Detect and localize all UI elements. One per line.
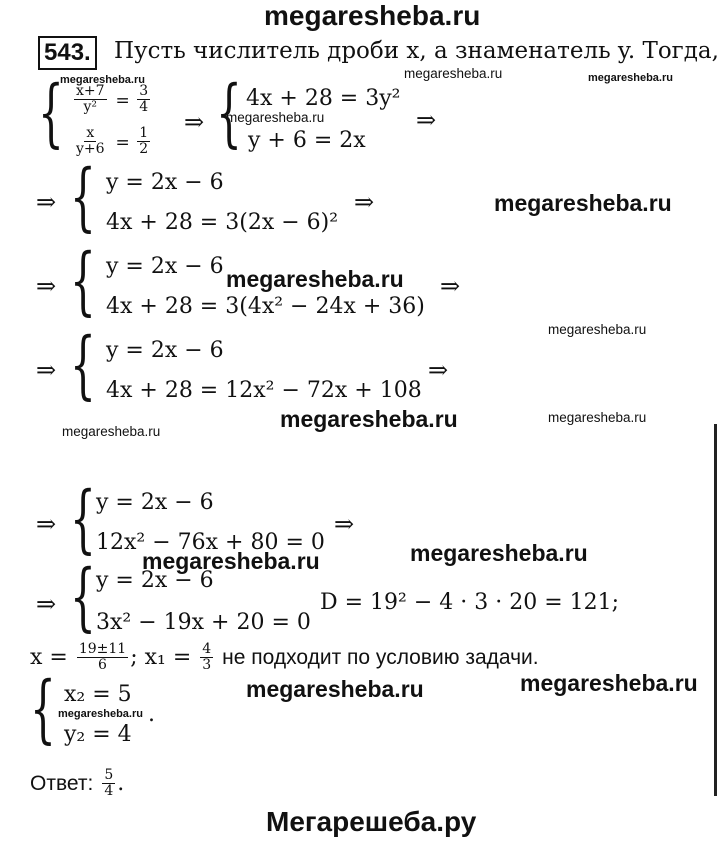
answer: Ответ: $\frac{5}{4}$ . [30, 767, 125, 800]
system6-line1: y = 2x − 6 [96, 490, 214, 515]
system3-line1: y = 2x − 6 [106, 170, 224, 195]
brace: { [70, 476, 96, 562]
system1-line1: $\frac{x+7}{\text{y²}}$ = $\frac{3}{4}$ [76, 83, 149, 116]
watermark-large: megaresheba.ru [246, 676, 424, 702]
system5-line2: 4x + 28 = 12x² − 72x + 108 [106, 378, 422, 403]
system2-line1: 4x + 28 = 3y² [246, 86, 401, 111]
system4-line1: y = 2x − 6 [106, 254, 224, 279]
problem-intro: Пусть числитель дроби x, а знаменатель y. Тогда, [114, 38, 719, 64]
final-y2: y₂ = 4 [64, 722, 132, 747]
watermark-small: megaresheba.ru [58, 708, 143, 720]
system7-line1: y = 2x − 6 [96, 568, 214, 593]
implies-arrow: ⇒ [36, 356, 57, 384]
implies-arrow: ⇒ [354, 188, 375, 216]
scan-edge [714, 424, 717, 796]
watermark-small: megaresheba.ru [404, 66, 503, 81]
watermark-small: megaresheba.ru [548, 322, 647, 337]
system2-line2: y + 6 = 2x [248, 128, 366, 153]
watermark-small: megaresheba.ru [588, 72, 673, 84]
brace: { [70, 238, 96, 324]
implies-arrow: ⇒ [36, 590, 57, 618]
watermark-top: megaresheba.ru [264, 0, 481, 31]
watermark-large: megaresheba.ru [280, 406, 458, 432]
final-x2: x₂ = 5 [64, 682, 132, 707]
brace: { [38, 70, 64, 156]
watermark-large: megaresheba.ru [494, 190, 672, 216]
system1-line2: $\frac{x}{y+6}$ = $\frac{1}{2}$ [76, 125, 149, 158]
implies-arrow: ⇒ [440, 272, 461, 300]
roots-line: x = $\frac{19\pm 11}{6}$ ; x₁ = $\frac{4}{3}$ не подходит по условию задачи. [30, 641, 539, 674]
watermark-small: megaresheba.ru [62, 424, 161, 439]
system7-line2: 3x² − 19x + 20 = 0 [96, 610, 311, 635]
system5-line1: y = 2x − 6 [106, 338, 224, 363]
watermark-large: megaresheba.ru [226, 266, 404, 292]
implies-arrow: ⇒ [36, 510, 57, 538]
system6-line2: 12x² − 76x + 80 = 0 [96, 530, 325, 555]
problem-number: 543. [38, 36, 97, 70]
discriminant: D = 19² − 4 · 3 · 20 = 121; [320, 590, 620, 615]
final-dot: . [148, 702, 155, 727]
implies-arrow: ⇒ [184, 108, 205, 136]
watermark-large: megaresheba.ru [142, 548, 320, 574]
watermark-large: megaresheba.ru [410, 540, 588, 566]
watermark-large: megaresheba.ru [520, 670, 698, 696]
brace: { [70, 554, 96, 640]
watermark-small: megaresheba.ru [226, 110, 325, 125]
watermark-bottom: Мегарешеба.ру [266, 806, 477, 837]
implies-arrow: ⇒ [36, 188, 57, 216]
watermark-small: megaresheba.ru [548, 410, 647, 425]
brace: { [70, 154, 96, 240]
brace: { [30, 666, 56, 752]
implies-arrow: ⇒ [416, 106, 437, 134]
brace: { [70, 322, 96, 408]
implies-arrow: ⇒ [428, 356, 449, 384]
watermark-small: megaresheba.ru [60, 74, 145, 86]
implies-arrow: ⇒ [36, 272, 57, 300]
brace: { [216, 70, 242, 156]
system3-line2: 4x + 28 = 3(2x − 6)² [106, 210, 339, 235]
implies-arrow: ⇒ [334, 510, 355, 538]
system4-line2: 4x + 28 = 3(4x² − 24x + 36) [106, 294, 425, 319]
